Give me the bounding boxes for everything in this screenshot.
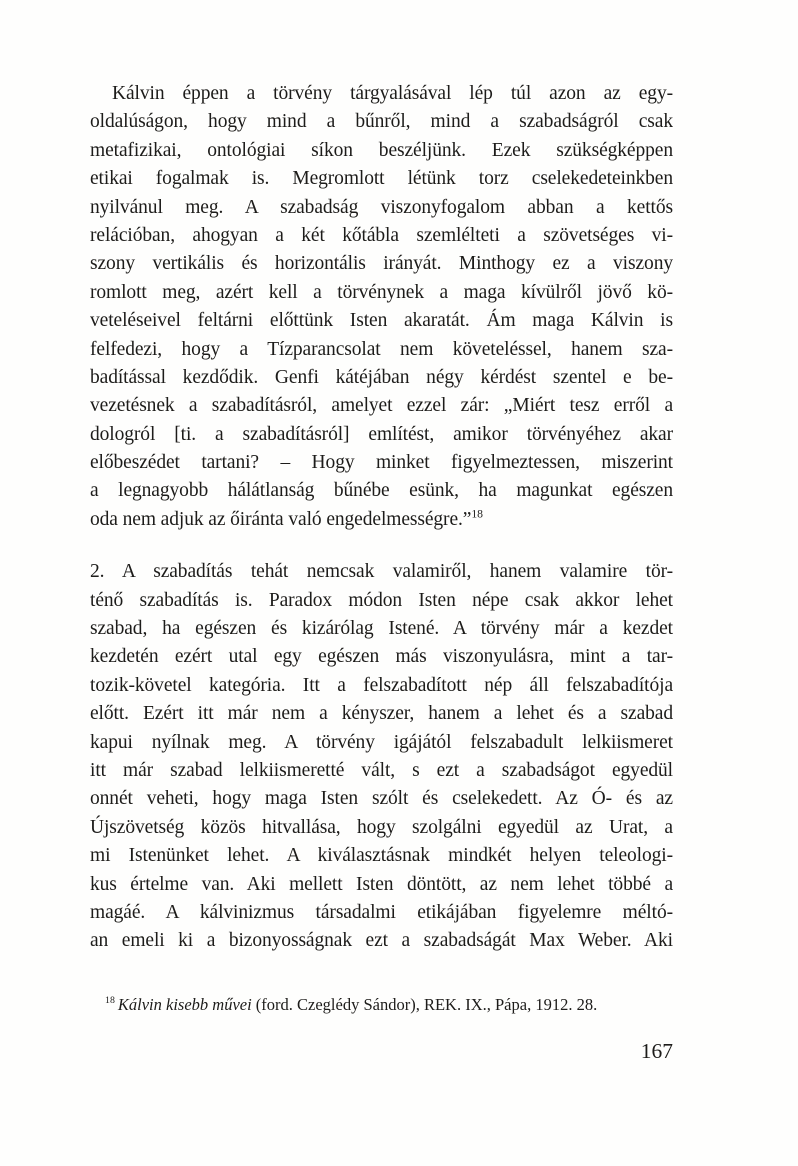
text-line: Újszövetség közös hitvallása, hogy szolgálni egyedül az Urat, a [90, 816, 673, 838]
text-line: a legnagyobb hálátlanság bűnébe esünk, ha magunkat egészen [90, 480, 673, 502]
text-line: szony vertikális és horizontális irányát. Minthogy ez a viszony [90, 253, 673, 275]
text-line: kus értelme van. Aki mellett Isten döntött, az nem lehet többé a [90, 873, 673, 895]
text-line: etikai fogalmak is. Megromlott létünk torz cselekedeteinkben [90, 168, 673, 190]
text-line: dologról [ti. a szabadításról] említést, amikor törvényéhez akar [90, 423, 673, 445]
paragraph [90, 558, 673, 955]
footnote-work-title: Kálvin kisebb művei [117, 994, 252, 1014]
page-number: 167 [640, 1039, 673, 1063]
text-line: ténő szabadítás is. Paradox módon Isten népe csak akkor lehet [90, 589, 673, 611]
text-line: szabad, ha egészen és kizárólag Istené. A törvény már a kezdet [90, 618, 673, 640]
text-line: mi Istenünket lehet. A kiválasztásnak mindkét helyen teleologi- [90, 845, 673, 867]
footnote-reference: 18 [471, 507, 483, 521]
text-line: kapui nyílnak meg. A törvény igájától felszabadult lelkiismeret [90, 731, 673, 753]
text-line: felfedezi, hogy a Tízparancsolat nem követeléssel, hanem sza- [90, 338, 673, 360]
text-line: an emeli ki a bizonyosságnak ezt a szabadságát Max Weber. Aki [90, 930, 673, 952]
text-line: Kálvin éppen a törvény tárgyalásával lép túl azon az egy- [112, 83, 673, 104]
text-line: veteléseivel feltárni előttünk Isten akaratát. Ám maga Kálvin is [90, 310, 673, 332]
text-line: magáé. A kálvinizmus társadalmi etikájában figyelemre méltó- [90, 901, 673, 923]
footnote-details: (ford. Czeglédy Sándor), REK. IX., Pápa, 1912. 28. [251, 994, 598, 1014]
paragraphs [90, 80, 673, 956]
text-line: itt már szabad lelkiismeretté vált, s ezt a szabadságot egyedül [90, 759, 673, 781]
text-line: kezdetén ezért utal egy egészen más viszonyulásra, mint a tar- [90, 646, 673, 668]
text-line: vezetésnek a szabadításról, amelyet ezzel zár: „Miért tesz erről a [90, 395, 673, 417]
text-line: oda nem adjuk az őiránta való engedelmességre.”$^{18}$ [90, 507, 483, 530]
text-line: romlott meg, azért kell a törvénynek a maga kívülről jövő kö- [90, 281, 673, 303]
text-line: relációban, ahogyan a két kőtábla szemlélteti a szövetséges vi- [90, 224, 673, 246]
text-line: előbeszédet tartani? – Hogy minket figyelmeztessen, miszerint [90, 452, 673, 474]
text-line: metafizikai, ontológiai síkon beszéljünk. Ezek szükségképpen [90, 139, 673, 161]
text-line: onnét veheti, hogy maga Isten szólt és cselekedett. Az Ó- és az [90, 788, 673, 810]
paragraph [90, 80, 673, 534]
text-line: 2. A szabadítás tehát nemcsak valamiről, hanem valamire tör- [90, 561, 673, 583]
text-line: tozik-követel kategória. Itt a felszabadított nép áll felszabadítója [90, 674, 673, 696]
footnote [90, 993, 673, 1017]
text-line: oldalúságon, hogy mind a bűnről, mind a szabadságról csak [90, 111, 673, 133]
text-line: nyilvánul meg. A szabadság viszonyfogalom abban a kettős [90, 196, 673, 218]
footnote-marker: 18 [105, 995, 115, 1007]
text-line: előtt. Ezért itt már nem a kényszer, hanem a lehet és a szabad [90, 703, 673, 725]
text-line: badítással kezdődik. Genfi kátéjában négy kérdést szentel e be- [90, 366, 673, 388]
text-block [90, 80, 673, 1017]
